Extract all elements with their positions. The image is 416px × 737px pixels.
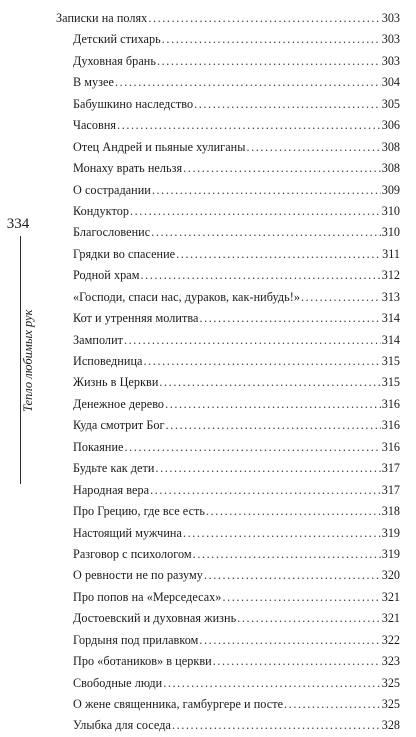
- toc-entry-page: 317: [381, 482, 400, 497]
- toc-entry[interactable]: [56, 437, 400, 458]
- toc-entry-page: 314: [381, 332, 400, 347]
- toc-entry-page: 312: [381, 268, 400, 283]
- toc-leader-dots: [150, 480, 381, 501]
- toc-leader-dots: [237, 608, 381, 629]
- toc-leader-dots: [159, 372, 380, 393]
- toc-leader-dots: [213, 651, 381, 672]
- toc-entry-page: 316: [381, 396, 400, 411]
- toc-leader-dots: [222, 587, 380, 608]
- toc-entry-page: 308: [381, 139, 400, 154]
- toc-entry-title: О жене священника, гамбургере и посте: [73, 697, 284, 711]
- toc-leader-dots: [183, 158, 381, 179]
- toc-entry-page: 318: [381, 504, 400, 519]
- toc-leader-dots: [152, 180, 381, 201]
- toc-entry-page: 305: [381, 96, 400, 111]
- toc-entry-title: Духовная брань: [73, 53, 156, 68]
- toc-entry-title: Родной храм: [73, 268, 140, 283]
- toc-leader-dots: [117, 115, 381, 136]
- toc-entry-page: 313: [381, 289, 400, 304]
- toc-entry-title: О сострадании: [73, 182, 151, 197]
- toc-entry-page: 315: [381, 354, 400, 368]
- toc-entry-title: Денежное дерево: [73, 396, 165, 411]
- toc-leader-dots: [125, 437, 381, 458]
- toc-entry[interactable]: [56, 330, 400, 351]
- toc-leader-dots: [148, 8, 380, 29]
- toc-entry[interactable]: [56, 180, 400, 201]
- toc-entry[interactable]: [56, 201, 400, 222]
- toc-entry[interactable]: [56, 29, 400, 50]
- toc-entry-title: В музее: [73, 75, 114, 90]
- table-of-contents: [56, 8, 400, 737]
- toc-entry-page: 325: [381, 697, 400, 711]
- toc-entry-page: 310: [381, 203, 400, 218]
- toc-entry[interactable]: [56, 72, 400, 93]
- toc-leader-dots: [194, 94, 381, 115]
- page-margin: [0, 216, 40, 506]
- toc-entry-title: Бабушкино наследство: [73, 96, 194, 111]
- toc-entry[interactable]: [56, 287, 400, 308]
- toc-entry[interactable]: [56, 222, 400, 243]
- toc-entry[interactable]: [56, 115, 400, 136]
- toc-entry-page: 321: [381, 589, 400, 604]
- toc-entry-title: Исповедница: [73, 354, 143, 368]
- toc-entry-title: О ревности не по разуму: [73, 568, 203, 583]
- toc-entry-title: Про «ботаников» в церкви: [73, 654, 212, 669]
- toc-leader-dots: [301, 287, 381, 308]
- toc-entry-page: 316: [381, 439, 400, 454]
- toc-entry-title: Жизнь в Церкви: [73, 375, 159, 390]
- toc-entry-title: Достоевский и духовная жизнь: [73, 611, 237, 626]
- toc-section-page: 303: [381, 11, 400, 25]
- toc-leader-dots: [144, 351, 381, 372]
- toc-entry-title: Гордыня под прилавком: [73, 632, 199, 647]
- toc-entry[interactable]: [56, 244, 400, 265]
- toc-leader-dots: [246, 137, 380, 158]
- toc-entry[interactable]: [56, 673, 400, 694]
- toc-leader-dots: [183, 523, 381, 544]
- toc-section-title: Записки на полях: [56, 11, 148, 25]
- toc-leader-dots: [172, 715, 381, 736]
- toc-entry-title: Монаху врать нельзя: [73, 161, 183, 176]
- toc-entry-title: Про попов на «Мерседесах»: [73, 589, 222, 604]
- toc-entry-page: 310: [381, 225, 400, 240]
- toc-entry-title: Кот и утренняя молитва: [73, 311, 199, 326]
- toc-entry-page: 314: [381, 311, 400, 326]
- toc-entry-title: Будьте как дети: [73, 461, 155, 476]
- toc-entry[interactable]: [56, 415, 400, 436]
- toc-leader-dots: [140, 265, 380, 286]
- toc-entry-page: 303: [381, 53, 400, 68]
- toc-entry[interactable]: [56, 608, 400, 629]
- toc-entry[interactable]: [56, 587, 400, 608]
- toc-leader-dots: [165, 394, 381, 415]
- toc-entry[interactable]: [56, 715, 400, 736]
- toc-leader-dots: [206, 501, 381, 522]
- toc-entry-title: Улыбка для соседа: [73, 718, 171, 733]
- toc-entry-page: 303: [381, 32, 400, 47]
- toc-entry[interactable]: [56, 308, 400, 329]
- toc-entry[interactable]: [56, 372, 400, 393]
- toc-leader-dots: [199, 630, 380, 651]
- toc-entry-title: Отец Андрей и пьяные хулиганы: [73, 139, 246, 154]
- toc-entry-title: Про Грецию, где все есть: [73, 504, 206, 519]
- toc-leader-dots: [199, 308, 380, 329]
- toc-entry-title: Разговор с психологом: [73, 546, 192, 561]
- toc-entry-page: 320: [381, 568, 400, 583]
- toc-entry-title: Часовня: [73, 118, 117, 133]
- toc-entry-title: Детский стихарь: [73, 32, 161, 47]
- toc-entry-title: Благословенис: [73, 225, 151, 240]
- toc-entry[interactable]: [56, 501, 400, 522]
- toc-entry[interactable]: [56, 137, 400, 158]
- toc-entry-page: 319: [381, 546, 400, 561]
- toc-entry[interactable]: [56, 694, 400, 715]
- toc-leader-dots: [115, 72, 381, 93]
- toc-leader-dots: [162, 29, 381, 50]
- toc-leader-dots: [151, 222, 381, 243]
- toc-entry-page: 319: [381, 525, 400, 540]
- toc-entry-page: 325: [381, 675, 400, 690]
- toc-entry[interactable]: [56, 523, 400, 544]
- toc-leader-dots: [193, 544, 381, 565]
- toc-entry-title: Грядки во спасение: [73, 246, 176, 261]
- toc-entry[interactable]: [56, 94, 400, 115]
- toc-entry[interactable]: [56, 651, 400, 672]
- toc-entry-title: Кондуктор: [73, 203, 129, 218]
- toc-entry[interactable]: [56, 480, 400, 501]
- toc-entry[interactable]: [56, 158, 400, 179]
- toc-entry[interactable]: [56, 544, 400, 565]
- toc-entry-title: Свободные люди: [73, 675, 163, 690]
- toc-leader-dots: [284, 694, 381, 715]
- toc-entry-page: 316: [381, 418, 400, 433]
- toc-entry-page: 304: [381, 75, 400, 90]
- toc-entry-title: Замполит: [73, 332, 124, 347]
- toc-leader-dots: [130, 201, 381, 222]
- toc-leader-dots: [124, 330, 381, 351]
- toc-entry-page: 328: [381, 718, 400, 733]
- toc-entry-page: 308: [381, 161, 400, 176]
- toc-entry-page: 309: [381, 182, 400, 197]
- toc-entry-title: Покаяние: [73, 439, 124, 454]
- toc-entry[interactable]: [56, 630, 400, 651]
- toc-leader-dots: [157, 51, 381, 72]
- toc-entry-page: 321: [381, 611, 400, 626]
- toc-section[interactable]: [56, 8, 400, 29]
- toc-leader-dots: [166, 415, 381, 436]
- toc-entry-page: 315: [381, 375, 400, 390]
- toc-leader-dots: [176, 244, 381, 265]
- running-title: Тепло любимых рук: [21, 309, 35, 413]
- toc-entry-title: Настоящий мужчина: [73, 525, 182, 540]
- toc-entry[interactable]: [56, 458, 400, 479]
- toc-entry[interactable]: [56, 51, 400, 72]
- toc-entry-page: 311: [382, 246, 400, 261]
- toc-entry-page: 323: [381, 654, 400, 669]
- toc-entry-page: 317: [381, 461, 400, 476]
- toc-entry-title: Куда смотрит Бог: [73, 418, 165, 433]
- toc-leader-dots: [155, 458, 380, 479]
- toc-leader-dots: [163, 673, 381, 694]
- toc-entry-title: Народная вера: [73, 482, 150, 497]
- toc-entry-page: 322: [381, 632, 400, 647]
- toc-entry[interactable]: [56, 351, 400, 372]
- toc-entry-title: «Господи, спаси нас, дураков, как-нибудь!»: [73, 289, 300, 304]
- toc-entry[interactable]: [56, 265, 400, 286]
- toc-entry-page: 306: [381, 118, 400, 133]
- toc-entry[interactable]: [56, 394, 400, 415]
- toc-entry[interactable]: [56, 565, 400, 586]
- toc-leader-dots: [204, 565, 381, 586]
- page-number: 334: [6, 216, 30, 232]
